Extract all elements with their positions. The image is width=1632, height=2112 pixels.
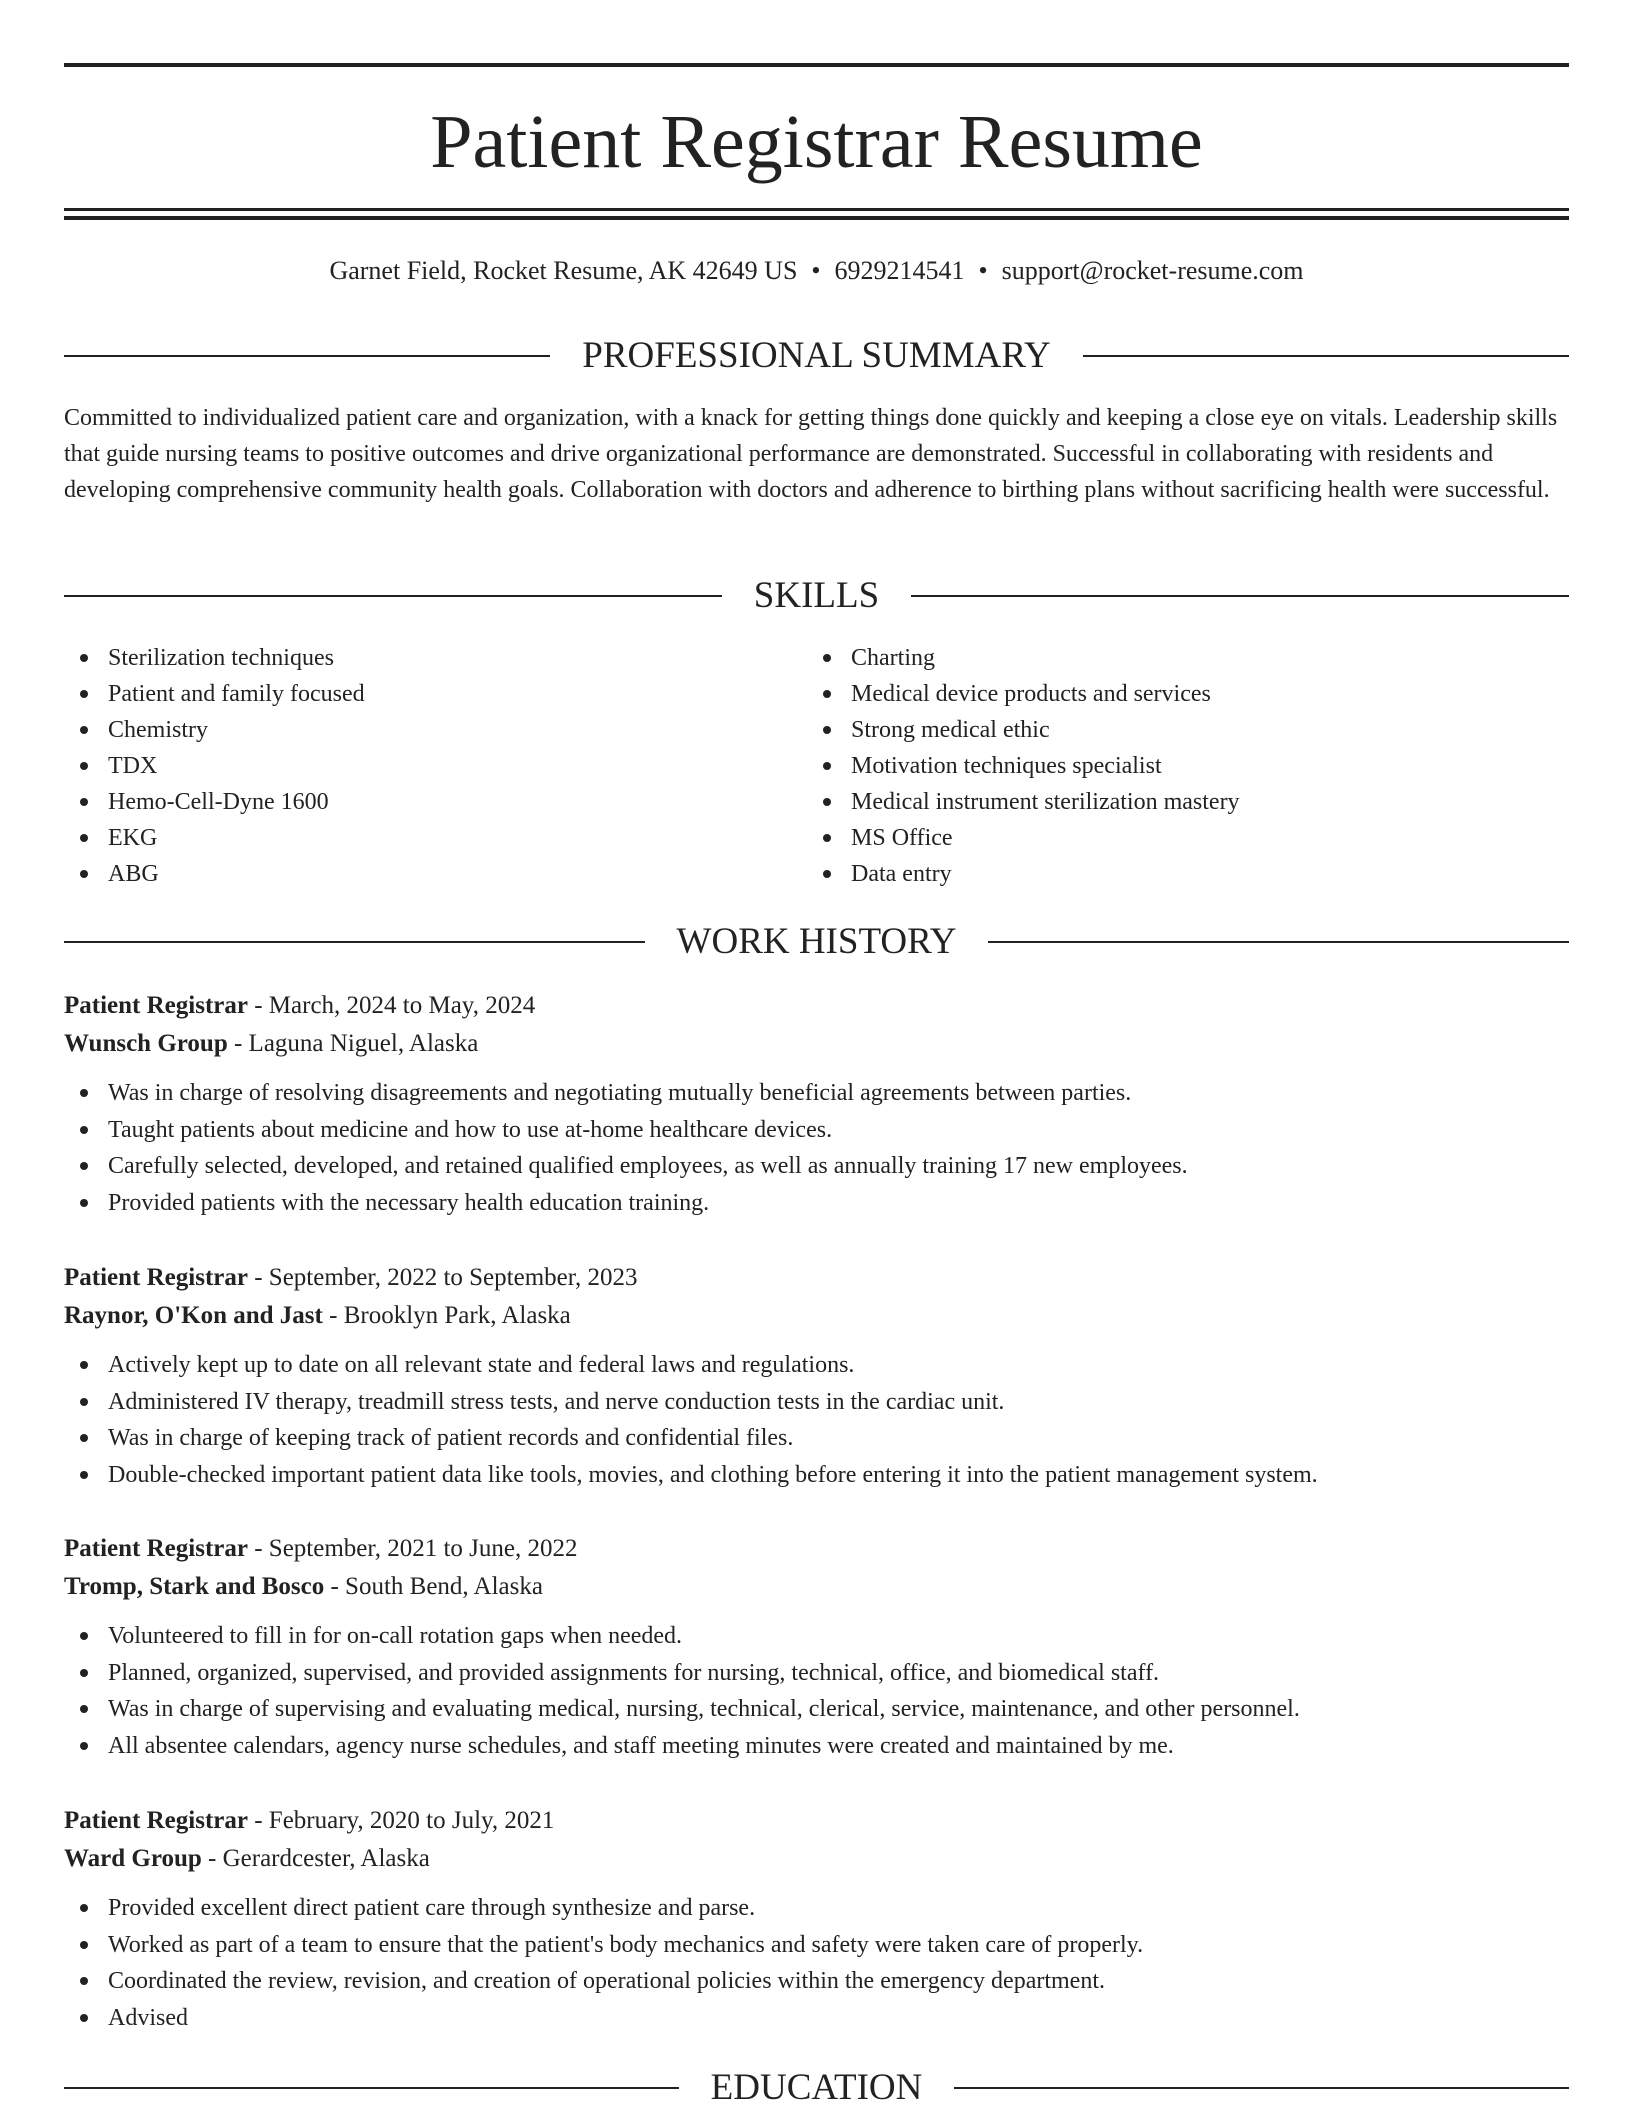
skill-item: MS Office — [807, 820, 1240, 856]
skill-item: Data entry — [807, 856, 1240, 892]
job-bullets — [64, 1075, 1569, 1221]
heading-rule — [988, 941, 1569, 943]
job-bullet: Was in charge of keeping track of patient records and confidential files. — [64, 1420, 1569, 1457]
skills-list-right — [807, 640, 1240, 892]
page-title: Patient Registrar Resume — [430, 100, 1203, 184]
job-entry — [64, 987, 1569, 1221]
job-bullet: Planned, organized, supervised, and provided assignments for nursing, technical, office, and biomedical staff. — [64, 1655, 1569, 1692]
job-bullets — [64, 1618, 1569, 1764]
job-bullet: Provided patients with the necessary health education training. — [64, 1185, 1569, 1222]
section-title: WORK HISTORY — [676, 921, 957, 962]
contact-phone: 6929214541 — [834, 256, 965, 285]
job-company-line — [64, 1840, 1569, 1878]
contact-separator: • — [978, 256, 988, 285]
skill-item: Motivation techniques specialist — [807, 748, 1240, 784]
job-entry — [64, 1259, 1569, 1493]
section-title: PROFESSIONAL SUMMARY — [582, 335, 1051, 376]
contact-email: support@rocket-resume.com — [1001, 256, 1304, 285]
skill-item: Medical instrument sterilization mastery — [807, 784, 1240, 820]
job-title-line — [64, 1530, 1569, 1568]
title-rule-lower — [64, 216, 1569, 220]
heading-rule — [911, 595, 1569, 597]
job-dates: - September, 2022 to September, 2023 — [247, 1264, 638, 1291]
job-location: - Gerardcester, Alaska — [201, 1845, 430, 1872]
job-dates: - September, 2021 to June, 2022 — [247, 1535, 578, 1562]
job-title: Patient Registrar — [64, 992, 248, 1019]
contact-address: Garnet Field, Rocket Resume, AK 42649 US — [329, 256, 798, 285]
job-location: - South Bend, Alaska — [324, 1573, 543, 1600]
job-bullet: Administered IV therapy, treadmill stress tests, and nerve conduction tests in the cardiac unit. — [64, 1384, 1569, 1421]
job-company: Tromp, Stark and Bosco — [64, 1573, 325, 1600]
job-bullet: Carefully selected, developed, and retained qualified employees, as well as annually training 17 new employees. — [64, 1148, 1569, 1185]
contact-separator: • — [811, 256, 821, 285]
job-bullet: Double-checked important patient data like tools, movies, and clothing before entering it into the patient management system. — [64, 1457, 1569, 1494]
title-rule-upper — [64, 208, 1569, 211]
job-dates: - March, 2024 to May, 2024 — [247, 992, 536, 1019]
job-title: Patient Registrar — [64, 1807, 248, 1834]
job-bullet: Was in charge of supervising and evaluating medical, nursing, technical, clerical, service, maintenance, and other personnel. — [64, 1691, 1569, 1728]
section-heading-work-history — [64, 920, 1569, 964]
job-entry — [64, 1530, 1569, 1764]
job-bullet: Worked as part of a team to ensure that the patient's body mechanics and safety were taken care of properly. — [64, 1927, 1569, 1964]
skill-item: Strong medical ethic — [807, 712, 1240, 748]
contact-line — [64, 254, 1569, 288]
heading-rule — [954, 2087, 1569, 2089]
summary-text: Committed to individualized patient care and organization, with a knack for getting things done quickly and keeping a close eye on vitals. Leadership skills that guide nursing teams to positive outcomes and drive organizational performance are demonstrated. Successful in collaborating with residents and developing comprehensive community health goals. Collaboration with doctors and adherence to birthing plans without sacrificing health were successful. — [64, 405, 1558, 503]
skill-item: Medical device products and services — [807, 676, 1240, 712]
job-company-line — [64, 1025, 1569, 1063]
job-location: - Laguna Niguel, Alaska — [227, 1030, 479, 1057]
job-bullet: Advised — [64, 2000, 1569, 2037]
job-bullet: Coordinated the review, revision, and creation of operational policies within the emergency department. — [64, 1963, 1569, 2000]
skills-list-left — [64, 640, 365, 892]
job-bullets — [64, 1347, 1569, 1493]
job-entry — [64, 1802, 1569, 2036]
job-company: Wunsch Group — [64, 1030, 228, 1057]
job-company-line — [64, 1297, 1569, 1335]
job-title-line — [64, 987, 1569, 1025]
job-title: Patient Registrar — [64, 1264, 248, 1291]
job-bullet: All absentee calendars, agency nurse schedules, and staff meeting minutes were created and maintained by me. — [64, 1728, 1569, 1765]
skill-item: EKG — [64, 820, 365, 856]
heading-rule — [64, 595, 722, 597]
top-rule — [64, 63, 1569, 67]
job-company: Raynor, O'Kon and Jast — [64, 1302, 323, 1329]
job-bullet: Was in charge of resolving disagreements and negotiating mutually beneficial agreements between parties. — [64, 1075, 1569, 1112]
skill-item: Chemistry — [64, 712, 365, 748]
job-title: Patient Registrar — [64, 1535, 248, 1562]
job-title-line — [64, 1802, 1569, 1840]
skill-item: TDX — [64, 748, 365, 784]
job-company-line — [64, 1568, 1569, 1606]
skill-item: Hemo-Cell-Dyne 1600 — [64, 784, 365, 820]
section-title: SKILLS — [753, 575, 880, 616]
section-title: EDUCATION — [710, 2067, 923, 2108]
section-heading-summary — [64, 334, 1569, 378]
heading-rule — [64, 355, 550, 357]
job-dates: - February, 2020 to July, 2021 — [247, 1807, 555, 1834]
job-company: Ward Group — [64, 1845, 202, 1872]
job-bullet: Taught patients about medicine and how to use at-home healthcare devices. — [64, 1112, 1569, 1149]
heading-rule — [1083, 355, 1569, 357]
skill-item: Sterilization techniques — [64, 640, 365, 676]
job-bullet: Actively kept up to date on all relevant state and federal laws and regulations. — [64, 1347, 1569, 1384]
skill-item: Charting — [807, 640, 1240, 676]
heading-rule — [64, 941, 645, 943]
heading-rule — [64, 2087, 679, 2089]
job-location: - Brooklyn Park, Alaska — [322, 1302, 571, 1329]
skill-item: ABG — [64, 856, 365, 892]
section-heading-skills — [64, 574, 1569, 618]
job-bullets — [64, 1890, 1569, 2036]
job-title-line — [64, 1259, 1569, 1297]
job-bullet: Volunteered to fill in for on-call rotation gaps when needed. — [64, 1618, 1569, 1655]
job-bullet: Provided excellent direct patient care through synthesize and parse. — [64, 1890, 1569, 1927]
skill-item: Patient and family focused — [64, 676, 365, 712]
section-heading-education — [64, 2066, 1569, 2110]
